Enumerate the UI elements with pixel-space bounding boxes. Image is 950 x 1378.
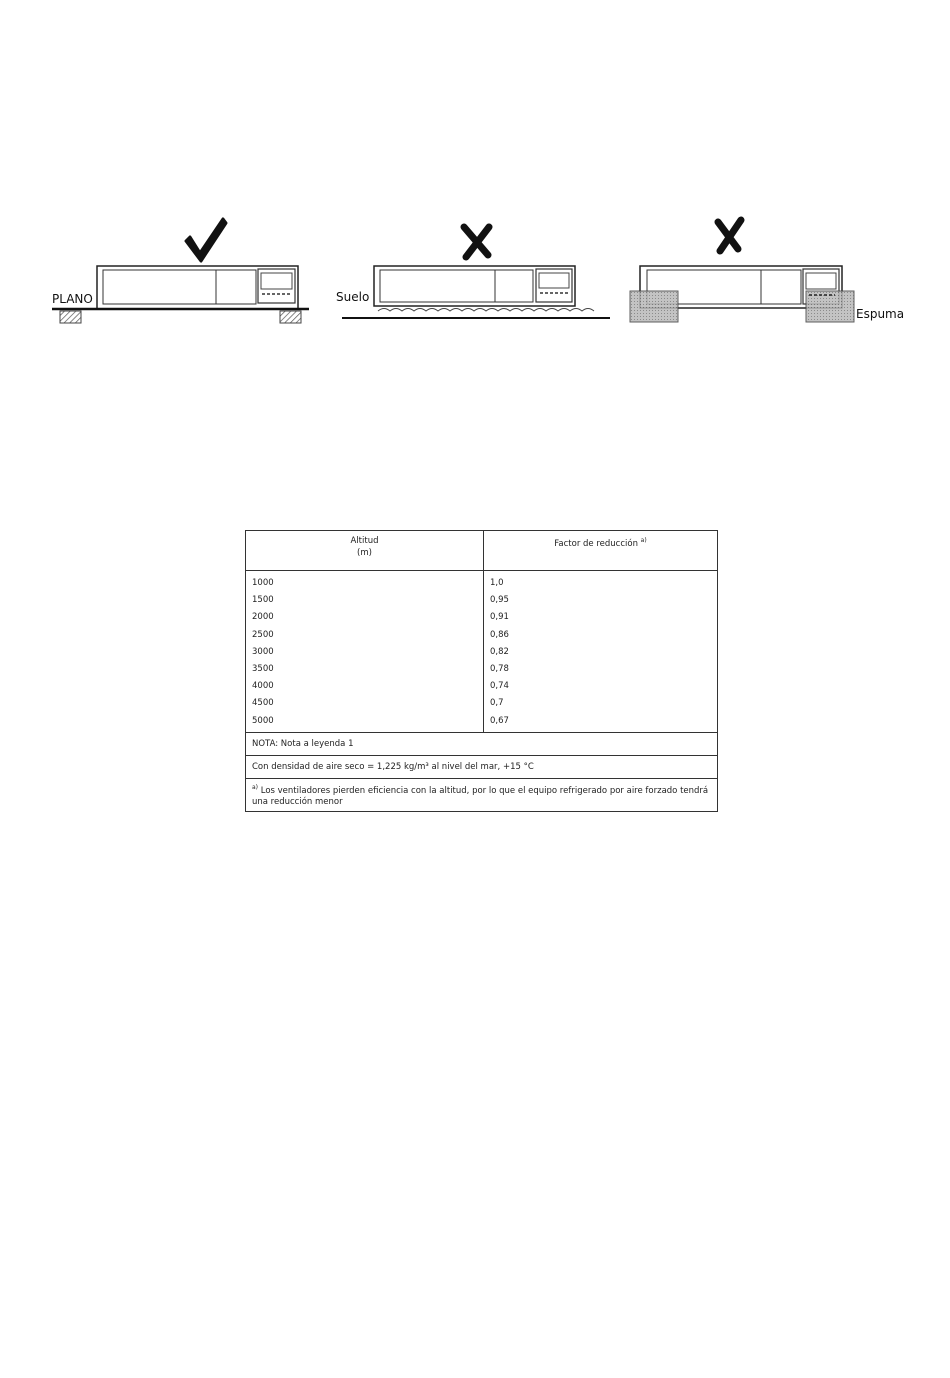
unit-body (374, 266, 575, 306)
altitude-value: 1500 (252, 595, 274, 606)
support-block-right (280, 311, 301, 323)
label-espuma: Espuma (856, 307, 905, 321)
table-footnote-row (246, 778, 718, 811)
altitude-value: 3000 (252, 646, 274, 657)
table-note: NOTA: Nota a leyenda 1 (246, 732, 718, 755)
factor-value: 0,86 (490, 629, 509, 640)
factor-column (484, 571, 718, 733)
altitude-value: 1000 (252, 578, 274, 588)
table-footnote: $^{a)}$ Los ventiladores pierden eficiencia con la altitud, por lo que el equipo refrigerado por aire forzado tendrá una reducción menor (246, 778, 718, 811)
table-note-row (246, 732, 718, 755)
placement-figure (40, 205, 920, 335)
panel-foam-incorrect (630, 220, 904, 322)
cross-icon (464, 227, 489, 257)
label-suelo: Suelo (336, 290, 370, 304)
foam-block-left (630, 291, 678, 322)
altitude-value: 3500 (252, 663, 274, 674)
panel-floor-incorrect (336, 227, 610, 318)
altitude-reduction-table (245, 530, 718, 812)
factor-value: 0,7 (490, 698, 504, 709)
factor-value: 0,74 (490, 681, 509, 692)
check-icon (186, 219, 226, 261)
floor-debris (378, 309, 594, 312)
altitude-value: 2500 (252, 629, 274, 640)
factor-value: 0,82 (490, 646, 509, 657)
panel-flat-correct (52, 219, 309, 323)
table-density: Con densidad de aire seco = 1,225 kg/m³ al nivel del mar, +15 °C (246, 755, 718, 778)
altitude-value: 2000 (252, 612, 274, 623)
altitude-value: 5000 (252, 715, 274, 726)
factor-value: 0,91 (490, 612, 509, 623)
support-block-left (60, 311, 81, 323)
altitude-value: 4500 (252, 698, 274, 709)
unit-body (97, 266, 298, 309)
cross-icon (718, 220, 741, 251)
table-body (246, 571, 718, 733)
altitude-value: 4000 (252, 681, 274, 692)
header-factor: Factor de reducción $^{a)}$ (484, 531, 718, 571)
placement-diagram (40, 205, 920, 335)
factor-value: 0,67 (490, 715, 509, 726)
altitude-column (246, 571, 484, 733)
factor-value: 0,95 (490, 595, 509, 606)
factor-value: 0,78 (490, 663, 509, 674)
header-altitude: Altitud (m) (246, 531, 484, 571)
table-header (246, 531, 718, 571)
table-density-row (246, 755, 718, 778)
factor-value: 1,0 (490, 578, 504, 588)
label-plano: PLANO (52, 292, 93, 306)
